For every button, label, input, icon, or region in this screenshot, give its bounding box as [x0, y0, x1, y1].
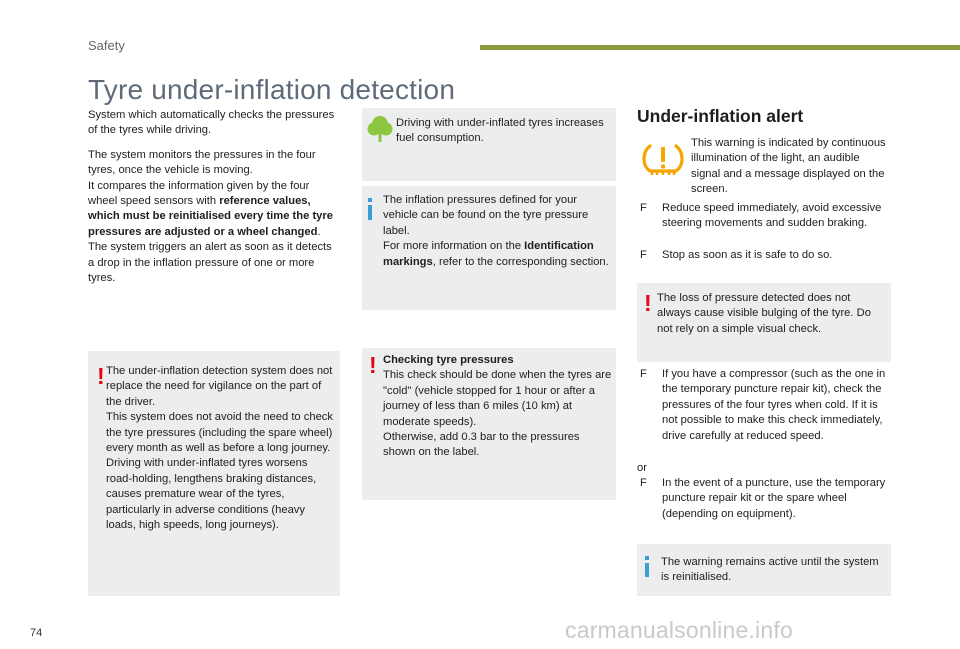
bullet-text: If you have a compressor (such as the one in the temporary puncture repair kit), check the pressures of the four tyres when cold. If it is not possible to make this check immediately, drive carefully at reduced speed. — [662, 368, 886, 442]
info-sentence: The inflation pressures defined for your vehicle can be found on the tyre pressure label. — [383, 194, 589, 237]
info-box-text — [383, 193, 611, 270]
bullet-text: Stop as soon as it is safe to do so. — [662, 249, 833, 261]
warning-sentence: Driving with under-inflated tyres worsens road-holding, lengthens braking distances, causes premature wear of the tyres, particularly in adverse conditions (heavy loads, high speeds, long journeys). — [106, 457, 317, 532]
exclamation-icon: ! — [644, 290, 652, 316]
warning-sentence: This system does not avoid the need to check the tyre pressures (including the spare wheel) every month as well as before a long journey. — [106, 411, 333, 455]
intro-bold-phrase: reference values, which must be reinitialised every time the tyre pressures are adjusted or a wheel changed — [88, 195, 333, 238]
info-icon — [645, 556, 649, 560]
or-separator: or — [637, 462, 647, 474]
info-sentence: , refer to the corresponding section. — [432, 255, 609, 268]
bullet-item — [640, 476, 892, 522]
bullet-item — [640, 248, 892, 264]
exclamation-icon: ! — [97, 363, 105, 389]
bullet-marker: F — [640, 249, 647, 261]
intro-paragraph-1: System which automatically checks the pressures of the tyres while driving. — [88, 109, 335, 137]
info-icon-bar — [645, 563, 649, 577]
intro-sentence: It compares the information given by the four wheel speed sensors with — [88, 179, 310, 208]
info-icon — [368, 198, 372, 202]
bullet-text: Reduce speed immediately, avoid excessive steering movements and sudden braking. — [662, 202, 882, 230]
bullet-marker: F — [640, 477, 647, 489]
page-number: 74 — [30, 627, 43, 639]
intro-paragraph-2 — [88, 148, 338, 287]
watermark: carmanualsonline.info — [565, 617, 793, 643]
bullet-item — [640, 367, 892, 459]
tyre-pressure-warning-icon — [640, 140, 686, 180]
warning-box-bulging — [637, 283, 891, 362]
info-box-reinitialised — [637, 544, 891, 596]
intro-punctuation: . — [317, 225, 321, 238]
page-title: Tyre under-inflation detection — [88, 74, 456, 105]
warning-box-checking — [362, 348, 616, 500]
bulging-box-text: The loss of pressure detected does not always cause visible bulging of the tyre. Do not rely on a simple visual check. — [657, 292, 871, 335]
intro-text — [88, 108, 338, 295]
section-label: Safety — [88, 38, 125, 53]
alert-description: This warning is indicated by continuous illumination of the light, an audible signal and a message displayed on the screen. — [691, 137, 886, 196]
intro-sentence: The system monitors the pressures in the four tyres, once the vehicle is moving. — [88, 148, 316, 177]
checking-sentence: This check should be done when the tyres are "cold" (vehicle stopped for 1 hour or after a journey of less than 6 miles (10 km) at moderate speeds). — [383, 369, 612, 428]
exclamation-icon: ! — [369, 352, 377, 378]
intro-sentence: The system triggers an alert as soon as it detects a drop in the inflation pressure of one or more tyres. — [88, 241, 332, 285]
tree-icon — [366, 114, 394, 144]
checking-heading: Checking tyre pressures — [383, 354, 514, 366]
bullet-item — [640, 201, 892, 247]
bullet-marker: F — [640, 202, 647, 214]
warning-sentence: The under-inflation detection system does not replace the need for vigilance on the part of the driver. — [106, 365, 333, 408]
checking-box-text — [383, 353, 613, 461]
alert-title: Under-inflation alert — [637, 106, 804, 126]
header-accent-bar — [480, 45, 960, 50]
info-bold-phrase: Identification markings — [383, 240, 594, 268]
info-box-pressure-label — [362, 186, 616, 310]
eco-box-text: Driving with under-inflated tyres increases fuel consumption. — [396, 117, 604, 145]
bullet-text: In the event of a puncture, use the temporary puncture repair kit or the spare wheel (depending on equipment). — [662, 477, 886, 520]
bullet-marker: F — [640, 368, 647, 380]
warning-box-vigilance — [88, 351, 340, 596]
checking-sentence: Otherwise, add 0.3 bar to the pressures shown on the label. — [383, 431, 580, 459]
reinitialised-box-text: The warning remains active until the system is reinitialised. — [661, 556, 879, 584]
info-icon-bar — [368, 205, 372, 220]
warning-box-text — [106, 364, 336, 533]
info-sentence: For more information on the — [383, 240, 525, 253]
eco-box — [362, 108, 616, 181]
